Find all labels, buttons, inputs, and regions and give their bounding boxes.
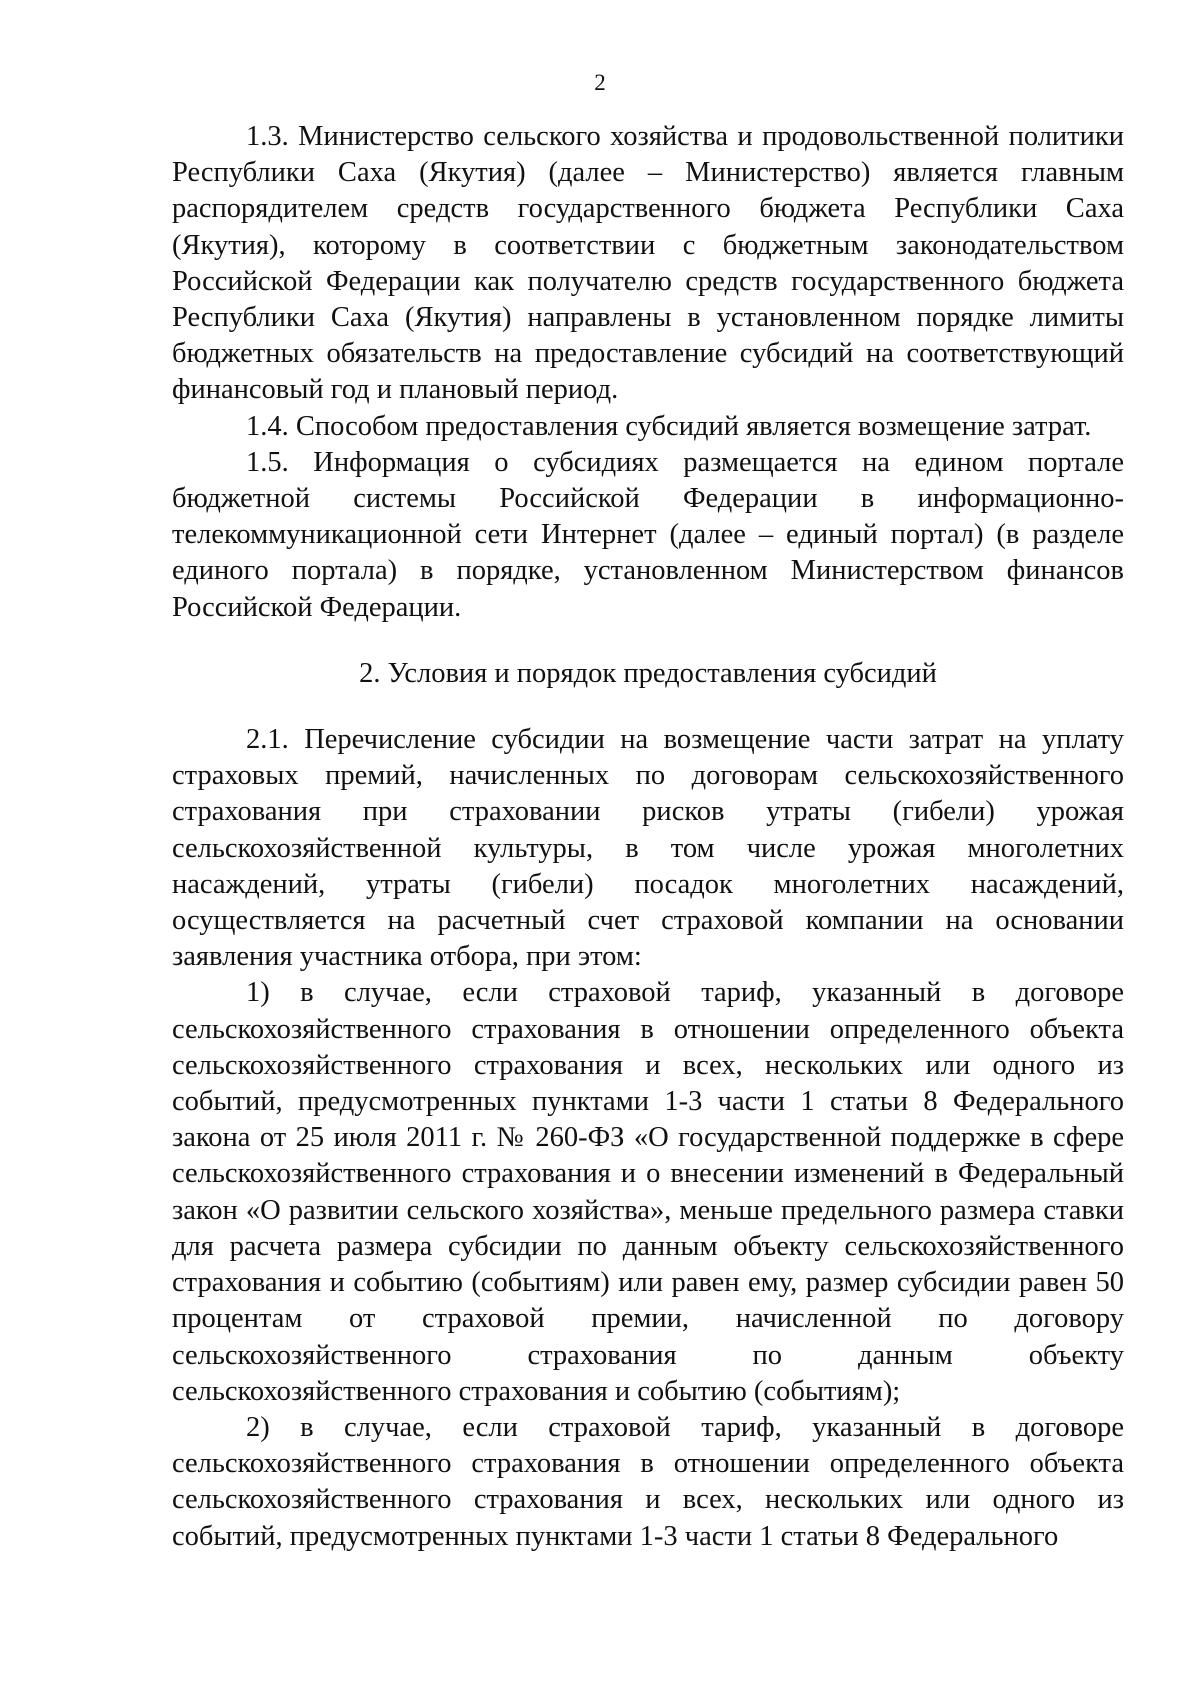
paragraph-item-2: 2) в случае, если страховой тариф, указанный в договоре сельскохозяйственного страхования в отношении определенного объекта сельскохозяйственного страхования и всех, нескольких или одного из событий, предусмотренных пунктами 1-3 части 1 статьи 8 Федерального (172, 1411, 1124, 1552)
page-number: 2 (594, 70, 606, 95)
paragraph-2-1: 2.1. Перечисление субсидии на возмещение части затрат на уплату страховых премий, начисленных по договорам сельскохозяйственного страхования при страховании рисков утраты (гибели) урожая сельскохозяйственной культуры, в том числе урожая многолетних насаждений, утраты (гибели) посадок многолетних насаждений, осуществляется на расчетный счет страховой компании на основании заявления участника отбора, при этом: (172, 724, 1124, 973)
paragraph-1-4: 1.4. Способом предоставления субсидий является возмещение затрат. (246, 410, 1092, 442)
paragraph-1-5: 1.5. Информация о субсидиях размещается на едином портале бюджетной системы Российской Федерации в информационно-телекоммуникационной сети Интернет (далее – единый портал) (в разделе единого портала) в порядке, установленном Министерством финансов Российской Федерации. (172, 446, 1124, 623)
section-heading: 2. Условия и порядок предоставления субсидий (359, 657, 937, 689)
paragraph-item-1: 1) в случае, если страховой тариф, указанный в договоре сельскохозяйственного страхования в отношении определенного объекта сельскохозяйственного страхования и всех, нескольких или одного из событий, предусмотренных пунктами 1-3 части 1 статьи 8 Федерального закона от 25 июля 2011 г. № 260-ФЗ «О государственной поддержке в сфере сельскохозяйственного страхования и о внесении изменений в Федеральный закон «О развитии сельского хозяйства», меньше предельного размера ставки для расчета размера субсидии по данным объекту сельскохозяйственного страхования и событию (событиям) или равен ему, размер субсидии равен 50 процентам от страховой премии, начисленной по договору сельскохозяйственного страхования по данным объекту сельскохозяйственного страхования и событию (событиям); (172, 977, 1124, 1407)
document-body (172, 119, 1124, 1555)
paragraph-1-3: 1.3. Министерство сельского хозяйства и продовольственной политики Республики Саха (Якутия) (далее – Министерство) является главным распорядителем средств государственного бюджета Республики Саха (Якутия), которому в соответствии с бюджетным законодательством Российской Федерации как получателю средств государственного бюджета Республики Саха (Якутия) направлены в установленном порядке лимиты бюджетных обязательств на предоставление субсидий на соответствующий финансовый год и плановый период. (172, 121, 1124, 406)
